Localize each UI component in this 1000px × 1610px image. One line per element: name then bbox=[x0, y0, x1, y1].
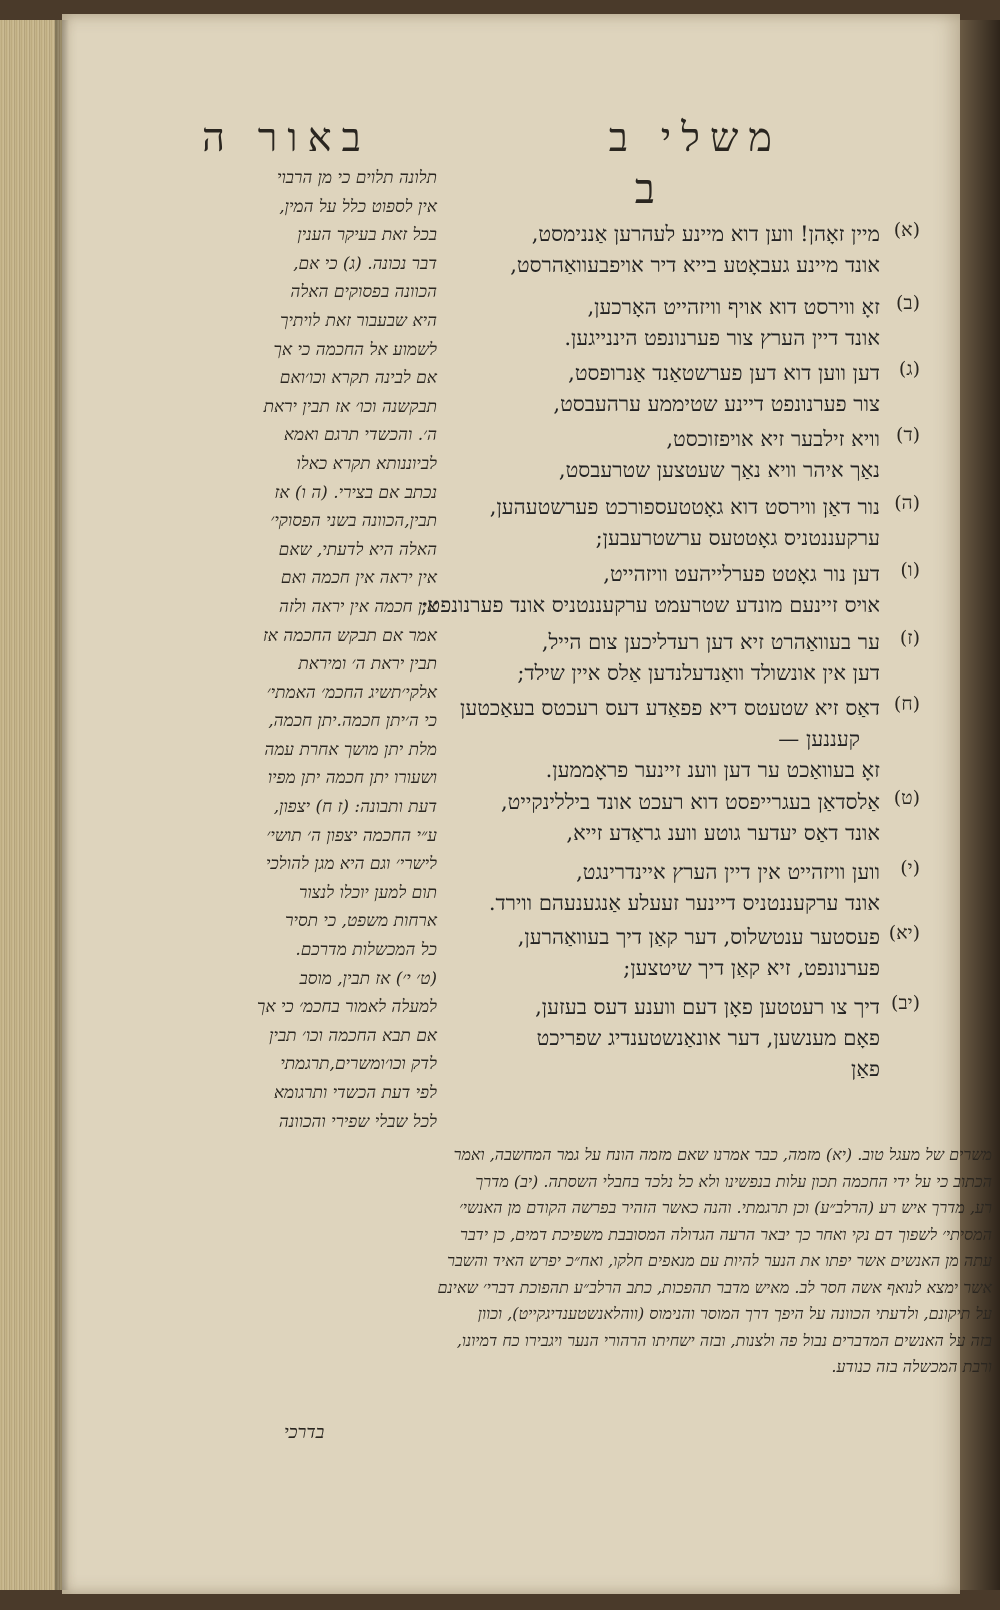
bottom-commentary-line: בזה על האנשים המדברים נבול פה ולצנות, ובזה ישחיתו הרהורי הנער ויגבירו כח דמיונו, bbox=[456, 1330, 992, 1350]
verse-line: מיין זאָהן! ווען דוא מיינע לעהרען אַננימסט, bbox=[531, 222, 880, 246]
verse bbox=[400, 787, 920, 849]
commentary-line: ושעורו יתן חכמה יתן מפיו bbox=[267, 768, 437, 789]
commentary-line: אמר אם תבקש החכמה אז bbox=[262, 625, 437, 646]
commentary-line: מלת יתן מושך אחרת עמה bbox=[264, 739, 437, 760]
commentary-line: תבין יראת ה׳ ומיראת bbox=[298, 654, 437, 675]
verse-line: ער בעוואַהרט זיא דען רעדליכען צום הייל, bbox=[541, 630, 880, 654]
verse-number: (י) bbox=[900, 857, 920, 879]
verse bbox=[400, 424, 920, 486]
verse-line: קעננען — bbox=[778, 727, 860, 751]
commentary-line: נכתב אם בצירי. (ה ו) אז bbox=[274, 482, 437, 503]
verse-number: (ד) bbox=[896, 424, 920, 446]
verse bbox=[400, 219, 920, 281]
running-header-right: משלי ב bbox=[608, 115, 782, 161]
verse bbox=[400, 922, 920, 984]
running-header-left: באור ה bbox=[202, 115, 371, 161]
verse-line: דען אין אונשולד וואַנדעלנדען אַלס איין שילד; bbox=[517, 661, 880, 685]
verse bbox=[400, 559, 920, 621]
verse-number: (יא) bbox=[888, 922, 920, 944]
commentary-line: (ט׳ י׳) אז תבין, מוסב bbox=[299, 968, 437, 989]
verse-line: אונד ערקעננטניס דיינער זעעלע אַנגענעהם ווירד. bbox=[488, 891, 880, 915]
verse-line: נור דאַן ווירסט דוא גאָטטעספורכט פערשטעהען, bbox=[489, 495, 880, 519]
commentary-line: אם תבא החכמה וכו׳ תבין bbox=[269, 1025, 437, 1046]
verse-number: (יב) bbox=[891, 992, 920, 1014]
verse-line: זאָ בעוואַכט ער דען ווענ זיינער פראָממען. bbox=[545, 758, 880, 782]
commentary-line: ה׳. והכשדי תרגם ואמא bbox=[283, 425, 437, 446]
bottom-commentary-line: המסיתי׳ לשפוך דם נקי ואחר כך יבאר הרעה הגדולה המסובבת משפיכת דמים, כן ידבר bbox=[459, 1224, 992, 1244]
verse-line: פאַן bbox=[851, 1057, 880, 1081]
commentary-line: לישרי׳ וגם היא מגן להולכי bbox=[266, 854, 437, 875]
verse-line: אונד דאַס יעדער גוטע ווענ גראַדע זייא, bbox=[566, 821, 880, 845]
commentary-line: בכל זאת בעיקר הענין bbox=[297, 225, 437, 246]
commentary-line: תום למען יוכלו לנצור bbox=[298, 882, 437, 903]
commentary-line: אין יראה אין חכמה ואם bbox=[280, 568, 437, 589]
verse bbox=[400, 693, 920, 786]
bottom-commentary-line: משרים של מעגל טוב. (יא) מזמה, כבר אמרנו שאם מזמה הונח על גמר המחשבה, ואמר bbox=[453, 1145, 992, 1164]
verse-line: אַלסדאַן בעגרייפסט דוא רעכט אונד ביללינקייט, bbox=[500, 790, 880, 814]
commentary-line: למעלה לאמור בחכמ׳ כי אך bbox=[257, 997, 437, 1018]
verse-line: אויס זיינעם מונדע שטרעמט ערקעננטניס אונד פערנונפט; bbox=[420, 593, 880, 617]
verse-line: דיך צו רעטטען פאָן דעם ווענע דעס בעזען, bbox=[535, 995, 880, 1019]
verse-number: (ז) bbox=[899, 627, 920, 649]
commentary-line: דעת ותבונה: (ז ח) יצפון, bbox=[273, 797, 437, 818]
verse-line: נאַך איהר וויא נאַך שעטצען שטרעבסט, bbox=[558, 458, 880, 482]
commentary-line: כל המכשלות מדרכם. bbox=[295, 940, 437, 961]
verse-line: אונד מיינע געבאָטע בייא דיר אויפבעוואַהרסט, bbox=[510, 253, 880, 277]
commentary-line: לביוננותא תקרא כאלו bbox=[296, 453, 437, 474]
chapter-number: ב bbox=[634, 164, 655, 213]
book-page bbox=[62, 14, 992, 1594]
commentary-line: לפי דעת הכשדי ותרגומא bbox=[273, 1083, 437, 1103]
verse bbox=[400, 358, 920, 420]
verse bbox=[400, 857, 920, 919]
bottom-commentary-line: הכתוב כי על ידי החכמה תכון עלות בנפשינו ולא כל נלכד בחבלי השסתה. (יב) מדרך bbox=[475, 1171, 992, 1191]
commentary-line: ארחות משפט, כי תסיר bbox=[285, 911, 437, 932]
commentary-line: תבין,הכוונה בשני הפסוקי׳ bbox=[270, 511, 437, 532]
commentary-line: תבקשנה וכו׳ אז תבין יראת bbox=[263, 396, 437, 417]
commentary-line: אין לספוט כלל על המין, bbox=[279, 196, 437, 217]
commentary-line: אלקי׳תשיג החכמ׳ האמתי׳ bbox=[266, 682, 437, 703]
bottom-commentary bbox=[202, 1142, 992, 1381]
commentary-line: אין חכמה אין יראה ולזה bbox=[279, 596, 437, 617]
verse-number: (ב) bbox=[896, 292, 920, 314]
verse-line: ערקעננטניס גאָטטעס ערשטרעבען; bbox=[595, 526, 880, 550]
verse-number: (ט) bbox=[893, 787, 920, 809]
commentary-line: לשמוע אל החכמה כי אך bbox=[273, 339, 437, 360]
book-page-edges bbox=[0, 20, 62, 1590]
commentary-line: הכוונה בפסוקים האלה bbox=[290, 282, 437, 303]
verse-line: פעסטער ענטשלוס, דער קאַן דיך בעוואַהרען, bbox=[517, 925, 880, 949]
commentary-line: כי ה׳יתן חכמה.יתן חכמה, bbox=[268, 711, 437, 732]
commentary-line: ע״י החכמה יצפון ה׳ תושי׳ bbox=[266, 825, 437, 846]
catchword: בדרכי bbox=[284, 1422, 325, 1443]
verse-number: (ח) bbox=[893, 693, 920, 715]
verse-line: דען נור גאָטט פערלייהעט וויזהייט, bbox=[603, 562, 880, 586]
commentary-line: דבר נכונה. (ג) כי אם, bbox=[293, 253, 437, 274]
verse-line: פערנונפט, זיא קאַן דיך שיטצען; bbox=[623, 956, 880, 980]
commentary-line: האלה היא לדעתי, שאם bbox=[278, 539, 437, 560]
bottom-commentary-line: אשר ימצא לנואף אשה חסר לב. מאיש מדבר תהפכות, כתב הרלב״ע תהפוכת דברי׳ שאינם bbox=[437, 1277, 992, 1297]
verse-number: (א) bbox=[893, 219, 920, 241]
verse-line: דען ווען דוא דען פערשטאַנד אַנרופסט, bbox=[568, 361, 880, 385]
verse-line: פאָם מענשען, דער אונאַנשטענדיג שפריכט bbox=[536, 1026, 880, 1050]
verse-line: דאַס זיא שטעטס דיא פפאַדע דעס רעכטס בעאַכטען bbox=[459, 696, 880, 720]
verse-line: ווען וויזהייט אין דיין הערץ איינדרינגט, bbox=[576, 860, 880, 884]
verse-number: (ה) bbox=[894, 492, 920, 514]
verse-line: זאָ ווירסט דוא אויף וויזהייט האָרכען, bbox=[587, 295, 880, 319]
commentary-line: היא שבעבור זאת לויתיך bbox=[280, 310, 437, 331]
bottom-commentary-line: רע, מדרך איש רע (הרלב״ע) וכן תרגמתי. והנה כאשר הזהיר בפרשה הקודם מן האנשי׳ bbox=[459, 1198, 992, 1217]
verse bbox=[400, 292, 920, 354]
commentary-line: לדק וכו׳ומשרים,תרגמתי bbox=[280, 1054, 437, 1075]
commentary-line: לכל שבלי שפירי והכוונה bbox=[278, 1111, 437, 1132]
bottom-commentary-line: על תיקונם, ולדעתי הכוונה על היפך דרך המוסר והנימוס (ווהלאנשטענדיגקייט), וכוון bbox=[477, 1304, 992, 1323]
bottom-commentary-line: ורבת המכשלה בזה כנודע. bbox=[831, 1357, 992, 1376]
spine-shadow bbox=[55, 20, 69, 1590]
verse-number: (ג) bbox=[898, 358, 920, 380]
verse-number: (ו) bbox=[900, 559, 920, 581]
verse bbox=[400, 627, 920, 689]
verse-line: צור פערנונפט דיינע שטיממע ערהעבסט, bbox=[553, 392, 880, 416]
bottom-commentary-line: עתה מן האנשים אשר יפתו את הנער להיות עם מנאפים חלקו, ואח״כ יפרש האיד והשבר bbox=[447, 1251, 992, 1270]
verse bbox=[400, 992, 920, 1085]
verse bbox=[400, 492, 920, 554]
verse-line: וויא זילבער זיא אויפזוכסט, bbox=[666, 427, 880, 451]
commentary-line: אם לבינה תקרא וכו׳ואם bbox=[279, 368, 437, 389]
commentary-line: תלונה תלוים כי מן הרבוי bbox=[277, 168, 437, 188]
verse-line: אונד דיין הערץ צור פערנונפט היננייגען. bbox=[564, 326, 880, 350]
